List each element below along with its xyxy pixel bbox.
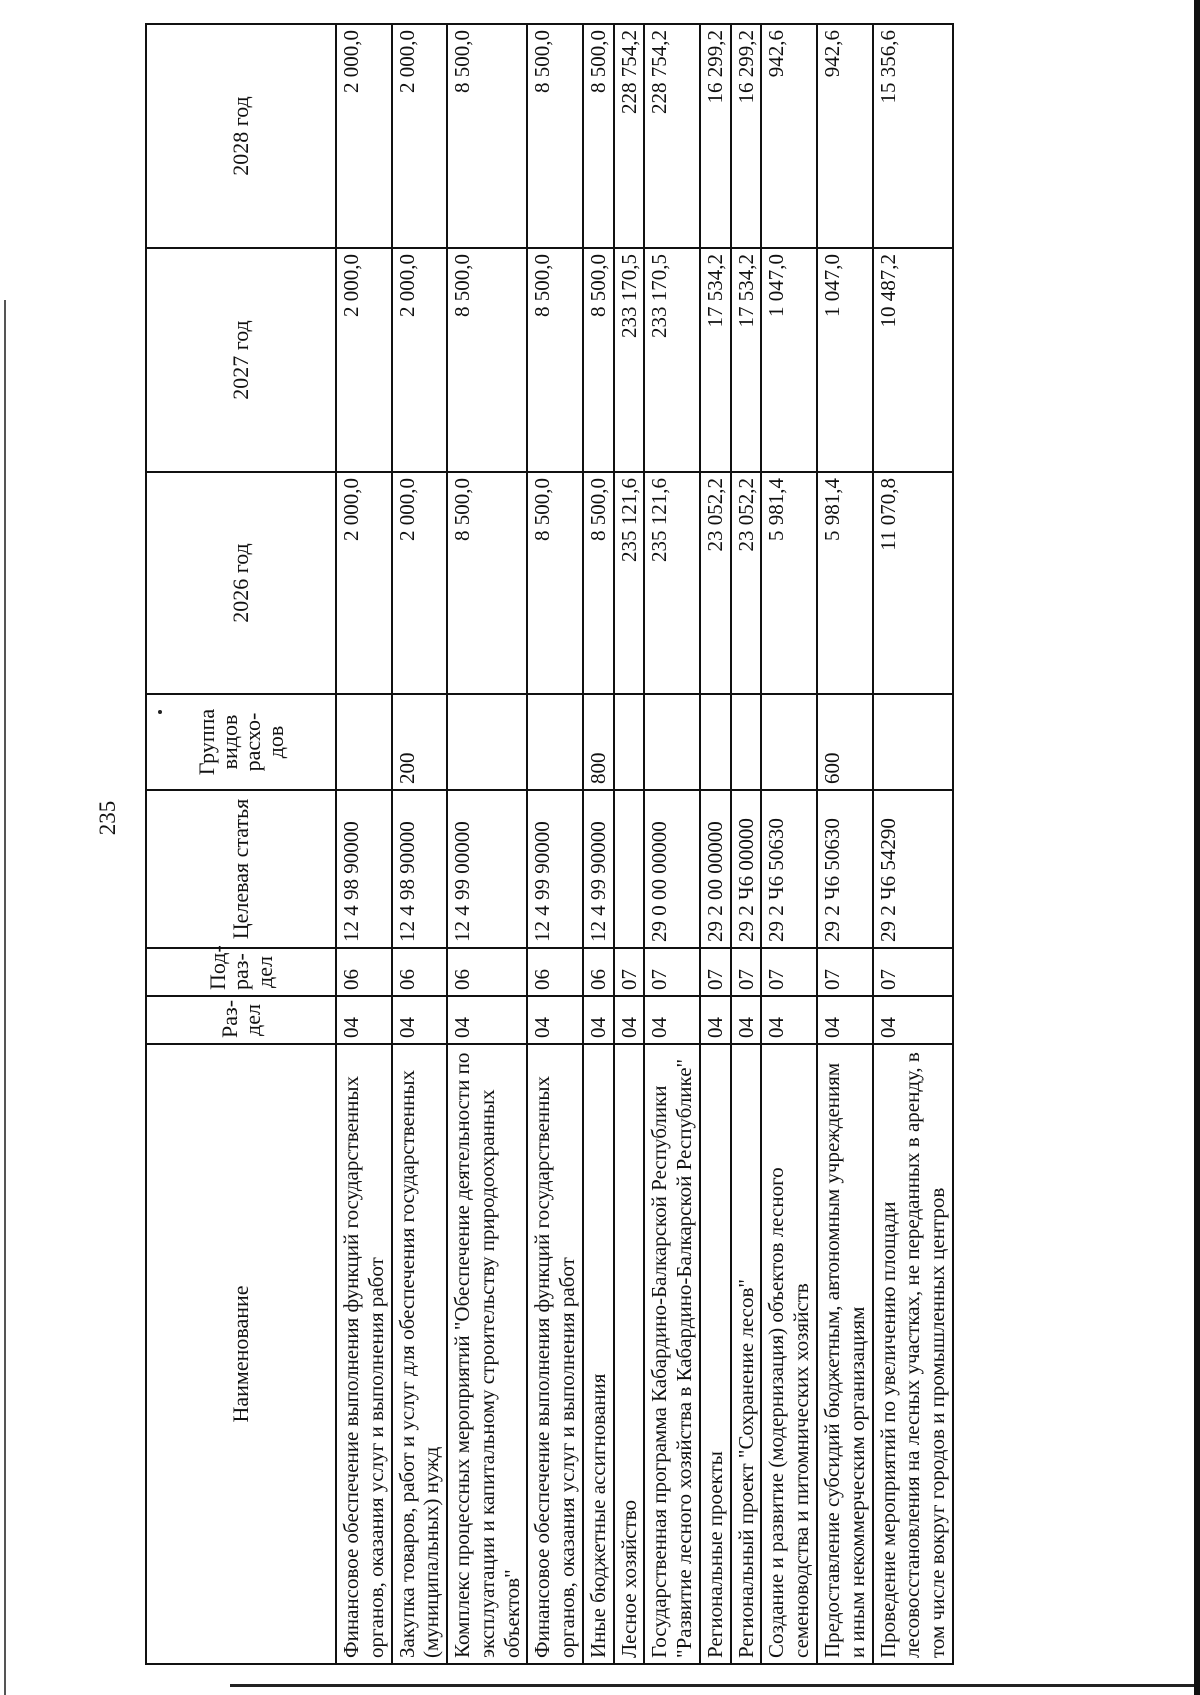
row-2026: 5 981,4 xyxy=(817,472,873,694)
row-2027: 17 534,2 xyxy=(731,248,762,472)
table-row xyxy=(873,24,953,1664)
row-podrazdel: 07 xyxy=(731,948,762,996)
row-gruppa xyxy=(614,694,645,790)
header-razdel: Раз-дел xyxy=(146,996,336,1044)
scan-edge-right xyxy=(1194,0,1200,1695)
row-razdel: 04 xyxy=(700,996,731,1044)
row-razdel: 04 xyxy=(583,996,614,1044)
row-gruppa xyxy=(336,694,392,790)
table-row xyxy=(614,24,645,1664)
row-tselevaya-statya xyxy=(614,790,645,948)
row-razdel: 04 xyxy=(447,996,527,1044)
row-podrazdel: 07 xyxy=(644,948,700,996)
row-2028: 16 299,2 xyxy=(700,24,731,248)
row-tselevaya-statya: 29 2 Ч6 00000 xyxy=(731,790,762,948)
row-name: Региональные проекты xyxy=(700,1044,731,1664)
row-2027: 8 500,0 xyxy=(527,248,583,472)
row-2026: 23 052,2 xyxy=(700,472,731,694)
row-2027: 17 534,2 xyxy=(700,248,731,472)
row-2028: 228 754,2 xyxy=(614,24,645,248)
row-gruppa: 600 xyxy=(817,694,873,790)
row-name: Проведение мероприятий по увеличению площади лесовосстановления на лесных участках, не переданных в аренду, в том числе вокруг городов и промышленных центров xyxy=(873,1044,953,1664)
row-2028: 8 500,0 xyxy=(527,24,583,248)
row-podrazdel: 07 xyxy=(700,948,731,996)
row-razdel: 04 xyxy=(644,996,700,1044)
scan-edge-left xyxy=(4,300,6,1695)
table-row xyxy=(336,24,392,1664)
row-2028: 2 000,0 xyxy=(336,24,392,248)
row-2027: 233 170,5 xyxy=(644,248,700,472)
row-podrazdel: 06 xyxy=(447,948,527,996)
row-razdel: 04 xyxy=(873,996,953,1044)
row-2026: 5 981,4 xyxy=(761,472,817,694)
table-header-row xyxy=(146,24,336,1664)
row-tselevaya-statya: 12 4 98 90000 xyxy=(392,790,448,948)
page-number: 235 xyxy=(95,800,120,836)
row-razdel: 04 xyxy=(614,996,645,1044)
row-2027: 1 047,0 xyxy=(817,248,873,472)
row-gruppa xyxy=(761,694,817,790)
table-row xyxy=(447,24,527,1664)
row-gruppa: 800 xyxy=(583,694,614,790)
table-row xyxy=(731,24,762,1664)
table-row xyxy=(817,24,873,1664)
row-name: Лесное хозяйство xyxy=(614,1044,645,1664)
row-2027: 10 487,2 xyxy=(873,248,953,472)
scan-edge-bottom xyxy=(230,1684,1194,1687)
row-podrazdel: 06 xyxy=(392,948,448,996)
row-2027: 8 500,0 xyxy=(583,248,614,472)
row-name: Иные бюджетные ассигнования xyxy=(583,1044,614,1664)
row-tselevaya-statya: 29 2 Ч6 50630 xyxy=(817,790,873,948)
table-row xyxy=(761,24,817,1664)
row-tselevaya-statya: 29 2 00 00000 xyxy=(700,790,731,948)
row-2028: 8 500,0 xyxy=(447,24,527,248)
row-2026: 8 500,0 xyxy=(583,472,614,694)
row-tselevaya-statya: 12 4 99 90000 xyxy=(527,790,583,948)
row-2026: 8 500,0 xyxy=(527,472,583,694)
row-2028: 2 000,0 xyxy=(392,24,448,248)
row-gruppa xyxy=(644,694,700,790)
row-2026: 11 070,8 xyxy=(873,472,953,694)
row-razdel: 04 xyxy=(336,996,392,1044)
header-2026: 2026 год xyxy=(146,472,336,694)
row-2027: 8 500,0 xyxy=(447,248,527,472)
row-name: Создание и развитие (модернизация) объектов лесного семеноводства и питомнических хозяйств xyxy=(761,1044,817,1664)
row-2028: 942,6 xyxy=(761,24,817,248)
row-podrazdel: 07 xyxy=(817,948,873,996)
row-tselevaya-statya: 12 4 98 90000 xyxy=(336,790,392,948)
header-podrazdel: Под-раз-дел xyxy=(146,948,336,996)
row-gruppa xyxy=(527,694,583,790)
table-row xyxy=(527,24,583,1664)
header-2028: 2028 год xyxy=(146,24,336,248)
row-gruppa xyxy=(731,694,762,790)
table-row xyxy=(700,24,731,1664)
table-row xyxy=(392,24,448,1664)
row-razdel: 04 xyxy=(527,996,583,1044)
rotated-table-wrapper xyxy=(145,25,1185,1665)
row-2026: 2 000,0 xyxy=(392,472,448,694)
table-row xyxy=(583,24,614,1664)
row-podrazdel: 07 xyxy=(873,948,953,996)
row-razdel: 04 xyxy=(761,996,817,1044)
header-tselevaya-statya: Целевая статья xyxy=(146,790,336,948)
row-2027: 1 047,0 xyxy=(761,248,817,472)
row-name: Предоставление субсидий бюджетным, автономным учреждениям и иным некоммерческим организациям xyxy=(817,1044,873,1664)
row-podrazdel: 07 xyxy=(761,948,817,996)
row-podrazdel: 07 xyxy=(614,948,645,996)
header-gruppa-vidov-raskhodov: Группа видов расхо-дов xyxy=(146,694,336,790)
budget-table xyxy=(145,23,954,1665)
row-2028: 15 356,6 xyxy=(873,24,953,248)
row-name: Комплекс процессных мероприятий "Обеспечение деятельности по эксплуатации и капитальному строительству природоохранных объектов" xyxy=(447,1044,527,1664)
row-tselevaya-statya: 29 2 Ч6 50630 xyxy=(761,790,817,948)
row-2026: 8 500,0 xyxy=(447,472,527,694)
row-tselevaya-statya: 12 4 99 90000 xyxy=(583,790,614,948)
row-gruppa xyxy=(873,694,953,790)
row-name: Региональный проект "Сохранение лесов" xyxy=(731,1044,762,1664)
row-2026: 235 121,6 xyxy=(644,472,700,694)
row-2026: 235 121,6 xyxy=(614,472,645,694)
row-2027: 233 170,5 xyxy=(614,248,645,472)
row-2027: 2 000,0 xyxy=(336,248,392,472)
row-razdel: 04 xyxy=(817,996,873,1044)
row-gruppa xyxy=(700,694,731,790)
row-2027: 2 000,0 xyxy=(392,248,448,472)
row-2026: 23 052,2 xyxy=(731,472,762,694)
row-razdel: 04 xyxy=(731,996,762,1044)
row-name: Финансовое обеспечение выполнения функций государственных органов, оказания услуг и выполнения работ xyxy=(527,1044,583,1664)
row-podrazdel: 06 xyxy=(336,948,392,996)
row-podrazdel: 06 xyxy=(527,948,583,996)
row-2028: 16 299,2 xyxy=(731,24,762,248)
table-row xyxy=(644,24,700,1664)
row-2026: 2 000,0 xyxy=(336,472,392,694)
row-name: Государственная программа Кабардино-Балкарской Республики "Развитие лесного хозяйства в Кабардино-Балкарской Республике" xyxy=(644,1044,700,1664)
row-2028: 8 500,0 xyxy=(583,24,614,248)
row-tselevaya-statya: 12 4 99 00000 xyxy=(447,790,527,948)
row-razdel: 04 xyxy=(392,996,448,1044)
row-tselevaya-statya: 29 2 Ч6 54290 xyxy=(873,790,953,948)
row-tselevaya-statya: 29 0 00 00000 xyxy=(644,790,700,948)
row-2028: 228 754,2 xyxy=(644,24,700,248)
row-gruppa: 200 xyxy=(392,694,448,790)
row-2028: 942,6 xyxy=(817,24,873,248)
row-podrazdel: 06 xyxy=(583,948,614,996)
row-name: Закупка товаров, работ и услуг для обеспечения государственных (муниципальных) нужд xyxy=(392,1044,448,1664)
header-2027: 2027 год xyxy=(146,248,336,472)
row-gruppa xyxy=(447,694,527,790)
header-name: Наименование xyxy=(146,1044,336,1664)
row-name: Финансовое обеспечение выполнения функций государственных органов, оказания услуг и выполнения работ xyxy=(336,1044,392,1664)
